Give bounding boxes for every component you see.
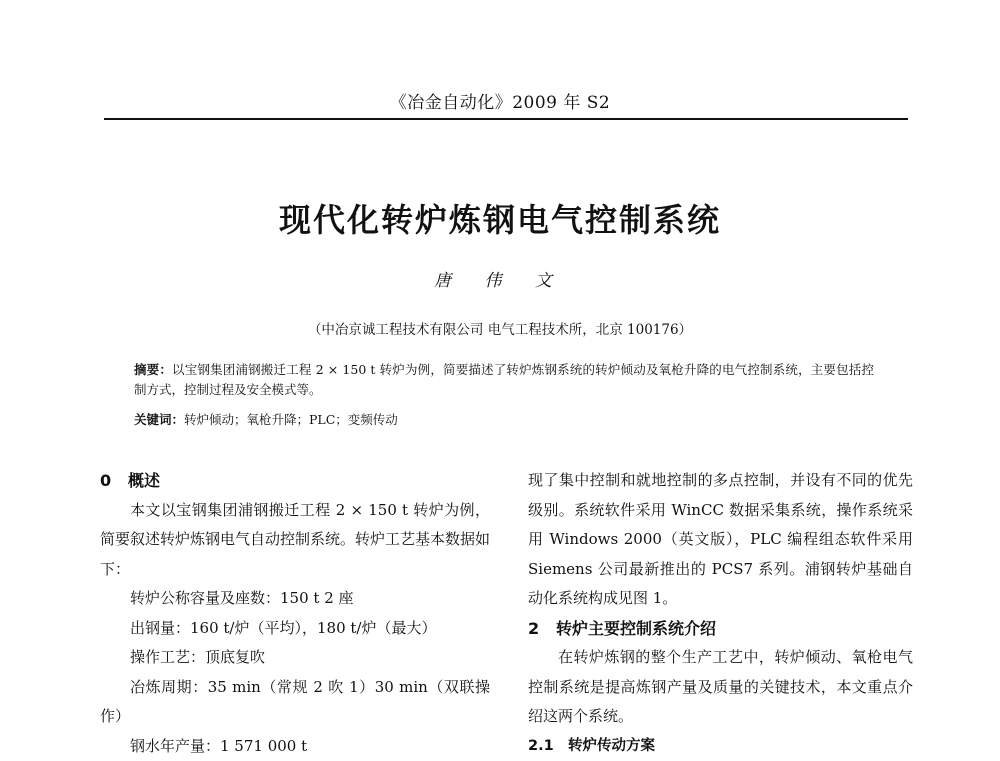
- section-heading-0: [100, 466, 490, 496]
- paper-author: 唐 伟 文: [0, 266, 1000, 291]
- keywords-label: 关键词：: [134, 412, 184, 427]
- author-affiliation: （中冶京诚工程技术有限公司 电气工程技术所，北京 100176）: [0, 318, 1000, 338]
- paper-title: 现代化转炉炼钢电气控制系统: [0, 195, 1000, 241]
- subsection-number: 2.1: [528, 732, 568, 761]
- abstract-label: 摘要：: [134, 362, 172, 377]
- header-rule: [104, 118, 908, 120]
- subsection-title: 转炉传动方案: [568, 738, 655, 754]
- keywords: [134, 410, 874, 430]
- section-2-paragraph: 在转炉炼钢的整个生产工艺中，转炉倾动、氧枪电气控制系统是提高炼钢产量及质量的关键技术，本文重点介绍这两个系统。: [528, 643, 913, 732]
- continued-paragraph: 现了集中控制和就地控制的多点控制，并设有不同的优先级别。系统软件采用 WinCC 数据采集系统，操作系统采用 Windows 2000（英文版），PLC 编程组态软件采用 Siemens 公司最新推出的 PCS7 系列。浦钢转炉基础自动化系统构成见图 1。: [528, 466, 913, 614]
- intro-paragraph: 本文以宝钢集团浦钢搬迁工程 2 × 150 t 转炉为例，简要叙述转炉炼钢电气自动控制系统。转炉工艺基本数据如下：: [100, 496, 490, 585]
- section-heading-2-1: [528, 732, 913, 761]
- section-title: 概述: [128, 471, 160, 490]
- journal-header: 《冶金自动化》2009 年 S2: [0, 88, 1000, 113]
- data-item: 钢水年产量：1 571 000 t: [100, 732, 490, 761]
- data-item: 冶炼周期：35 min（常规 2 吹 1）30 min（双联操作）: [100, 673, 490, 732]
- right-column: [528, 466, 913, 761]
- left-column: [100, 466, 490, 761]
- section-heading-2: [528, 614, 913, 644]
- abstract: [134, 360, 874, 400]
- data-item: 出钢量：160 t/炉（平均），180 t/炉（最大）: [100, 614, 490, 644]
- data-item: 操作工艺：顶底复吹: [100, 643, 490, 673]
- abstract-text: 以宝钢集团浦钢搬迁工程 2 × 150 t 转炉为例，简要描述了转炉炼钢系统的转炉倾动及氧枪升降的电气控制系统，主要包括控制方式，控制过程及安全模式等。: [134, 362, 874, 397]
- section-title: 转炉主要控制系统介绍: [556, 619, 716, 638]
- section-number: 2: [528, 614, 556, 644]
- section-number: 0: [100, 466, 128, 496]
- data-item: 转炉公称容量及座数：150 t 2 座: [100, 584, 490, 614]
- keywords-text: 转炉倾动；氧枪升降；PLC；变频传动: [184, 412, 398, 427]
